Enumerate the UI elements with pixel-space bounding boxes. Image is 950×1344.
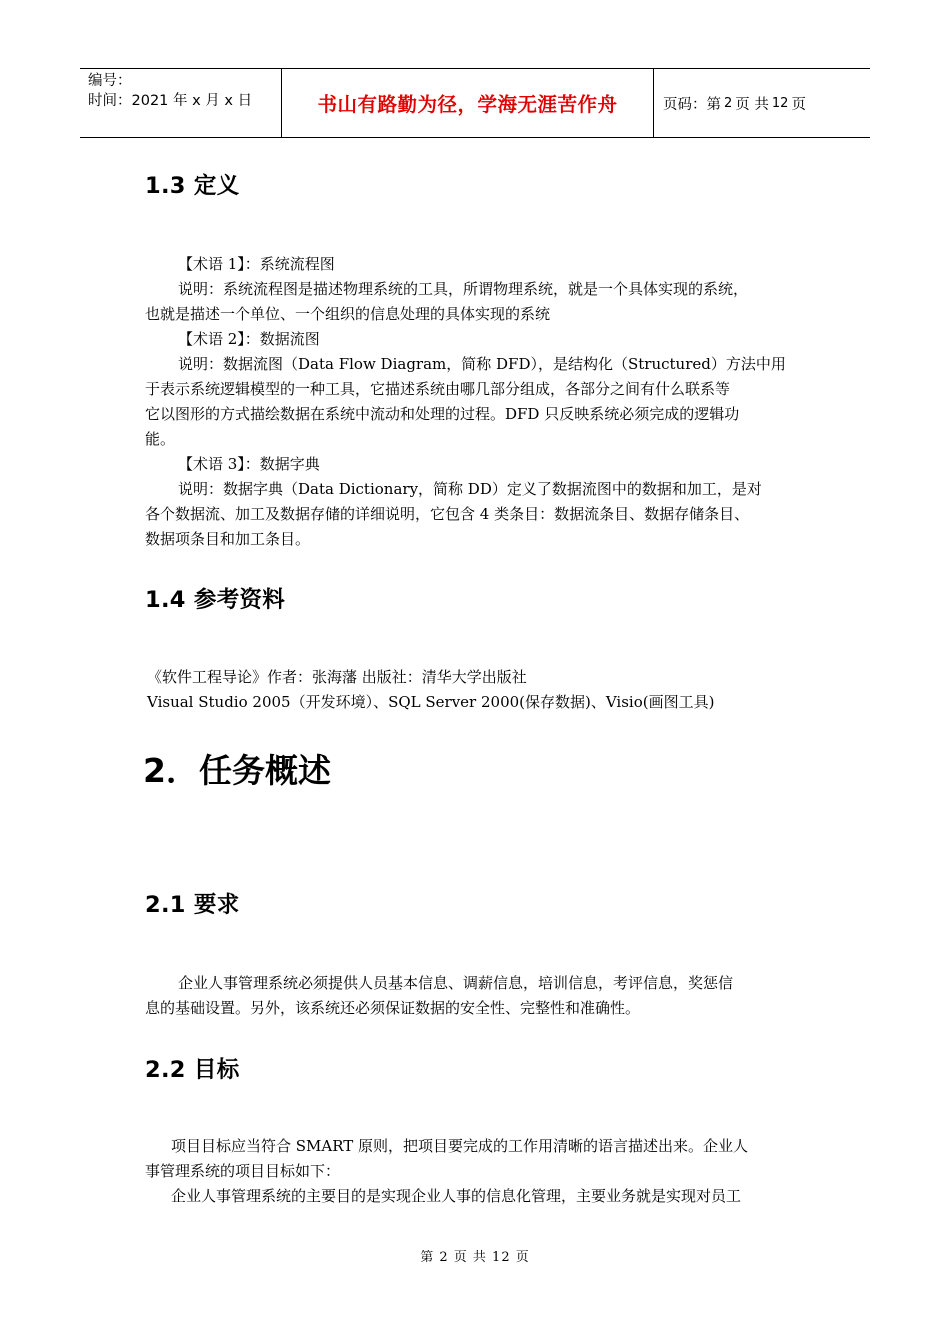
term-3-desc-line: 说明：数据字典（Data Dictionary，简称 DD）定义了数据流图中的数据和加工，是对 <box>178 480 762 498</box>
term-2-label: 【术语 2】：数据流图 <box>178 330 320 348</box>
section-body-1-4 <box>147 665 819 715</box>
term-3-desc-line: 数据项条目和加工条目。 <box>145 530 311 548</box>
paragraph-line: 企业人事管理系统必须提供人员基本信息、调薪信息，培训信息，考评信息，奖惩信 <box>178 974 734 992</box>
section-body-2-2 <box>145 1134 817 1209</box>
section-body-1-3 <box>145 252 817 552</box>
section-heading-2-2: 2.2 目标 <box>145 1057 240 1083</box>
term-1-label: 【术语 1】：系统流程图 <box>178 255 335 273</box>
term-2-desc-line: 说明：数据流图（Data Flow Diagram，简称 DFD），是结构化（Structured）方法中用 <box>178 355 786 373</box>
page-current: 2 <box>724 95 733 111</box>
term-3-desc-line: 各个数据流、加工及数据存储的详细说明，它包含 4 类条目：数据流条目、数据存储条目、 <box>145 505 750 523</box>
section-body-2-1 <box>145 971 817 1021</box>
chapter-heading-2: 2．任务概述 <box>143 751 331 790</box>
header-motto: 书山有路勤为径，学海无涯苦作舟 <box>282 69 654 137</box>
paragraph-line: 事管理系统的项目目标如下： <box>145 1162 341 1180</box>
page-suffix: 页 <box>791 96 806 113</box>
document-number-label: 编号： <box>88 73 132 89</box>
section-heading-1-4: 1.4 参考资料 <box>145 587 286 613</box>
term-1-desc-line: 说明：系统流程图是描述物理系统的工具，所谓物理系统，就是一个具体实现的系统， <box>178 280 749 298</box>
header-page-info <box>654 69 870 137</box>
page-total: 12 <box>771 95 789 111</box>
reference-item: Visual Studio 2005（开发环境）、SQL Server 2000(保存数据)、Visio(画图工具) <box>147 693 715 711</box>
header-meta-cell <box>80 69 282 137</box>
reference-item: 《软件工程导论》作者：张海藩 出版社：清华大学出版社 <box>147 668 527 686</box>
term-1-desc-line: 也就是描述一个单位、一个组织的信息处理的具体实现的系统 <box>145 305 551 323</box>
paragraph-line: 企业人事管理系统的主要目的是实现企业人事的信息化管理，主要业务就是实现对员工 <box>171 1187 742 1205</box>
section-heading-1-3: 1.3 定义 <box>145 173 240 199</box>
paragraph-line: 项目目标应当符合 SMART 原则，把项目要完成的工作用清晰的语言描述出来。企业人 <box>171 1137 749 1155</box>
term-3-label: 【术语 3】：数据字典 <box>178 455 320 473</box>
term-2-desc-line: 于表示系统逻辑模型的一种工具，它描述系统由哪几部分组成，各部分之间有什么联系等 <box>145 380 731 398</box>
page-footer: 第 2 页 共 12 页 <box>420 1250 530 1265</box>
document-time-label: 时间：2021 年 x 月 x 日 <box>88 93 253 109</box>
term-2-desc-line: 它以图形的方式描绘数据在系统中流动和处理的过程。DFD 只反映系统必须完成的逻辑功 <box>145 405 740 423</box>
term-2-desc-line: 能。 <box>145 430 176 448</box>
page-prefix: 页码：第 <box>663 96 721 113</box>
paragraph-line: 息的基础设置。另外，该系统还必须保证数据的安全性、完整性和准确性。 <box>145 999 641 1017</box>
section-heading-2-1: 2.1 要求 <box>145 892 240 918</box>
page-header <box>80 68 870 138</box>
page-mid: 页 共 <box>735 96 769 113</box>
